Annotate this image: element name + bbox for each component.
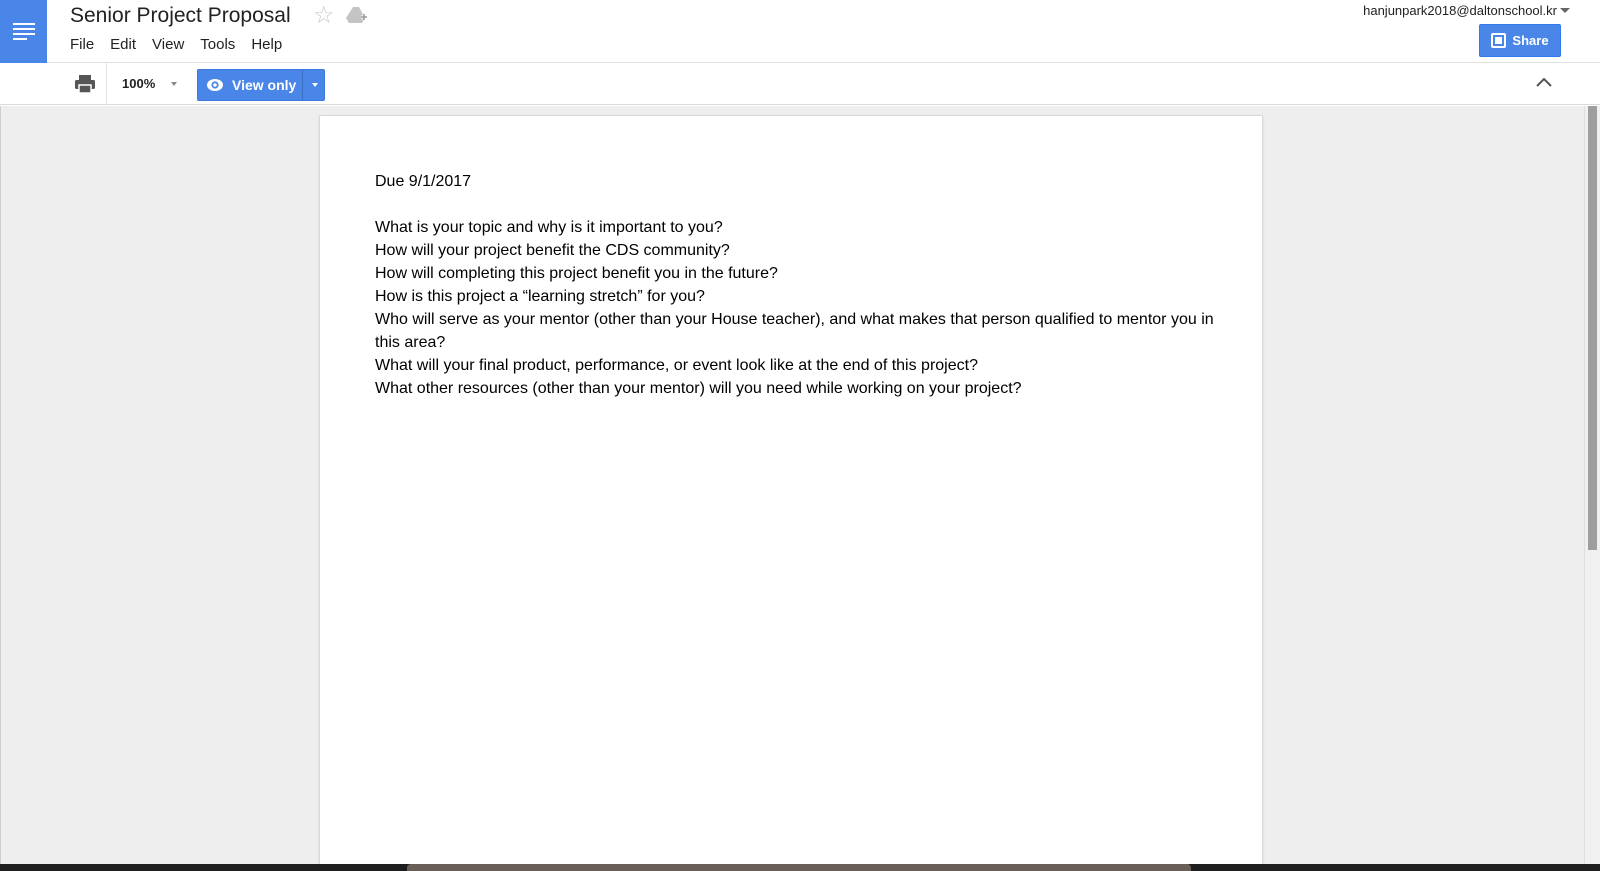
doc-title[interactable]: Senior Project Proposal [70, 4, 291, 27]
question-line: Who will serve as your mentor (other than your House teacher), and what makes that person qualified to mentor you in this area? [375, 311, 1214, 351]
menu-help[interactable]: Help [251, 36, 283, 53]
share-icon [1491, 33, 1506, 48]
question-line: How is this project a “learning stretch” for you? [375, 288, 705, 305]
question-line: How will completing this project benefit you in the future? [375, 265, 778, 282]
star-icon[interactable]: ☆ [313, 2, 335, 29]
share-label: Share [1512, 33, 1549, 48]
menu-file[interactable]: File [70, 36, 95, 53]
question-line: What other resources (other than your mentor) will you need while working on your project? [375, 380, 1022, 397]
vertical-scrollbar[interactable] [1584, 106, 1600, 864]
account-caret-icon[interactable] [1560, 8, 1570, 13]
document-canvas [0, 106, 1584, 864]
document-page[interactable] [319, 115, 1263, 864]
add-to-drive-icon[interactable] [346, 6, 368, 26]
due-date-line: Due 9/1/2017 [375, 173, 472, 190]
view-only-divider [302, 70, 303, 100]
zoom-caret-icon[interactable] [171, 82, 177, 86]
app-header [0, 0, 1600, 63]
chevron-up-icon[interactable] [1535, 76, 1553, 88]
view-only-button[interactable] [197, 69, 325, 101]
toolbar-divider [106, 63, 107, 105]
question-line: What will your final product, performance, or event look like at the end of this project? [375, 357, 978, 374]
zoom-select[interactable]: 100% [122, 76, 156, 91]
view-only-label: View only [232, 77, 297, 93]
document-body [375, 170, 1215, 400]
menubar [62, 36, 290, 54]
share-button[interactable] [1479, 24, 1561, 57]
menu-tools[interactable]: Tools [200, 36, 236, 53]
view-only-caret-icon[interactable] [312, 83, 318, 87]
menu-view[interactable]: View [152, 36, 185, 53]
menu-edit[interactable]: Edit [110, 36, 137, 53]
scrollbar-thumb[interactable] [1588, 106, 1597, 550]
docs-menu-icon[interactable] [0, 0, 47, 63]
eye-icon [206, 76, 224, 94]
dock[interactable] [407, 864, 1191, 871]
question-line: How will your project benefit the CDS community? [375, 242, 730, 259]
toolbar [0, 63, 1600, 105]
print-icon[interactable] [74, 74, 96, 94]
account-email[interactable]: hanjunpark2018@daltonschool.kr [1363, 3, 1557, 18]
question-line: What is your topic and why is it important to you? [375, 219, 723, 236]
